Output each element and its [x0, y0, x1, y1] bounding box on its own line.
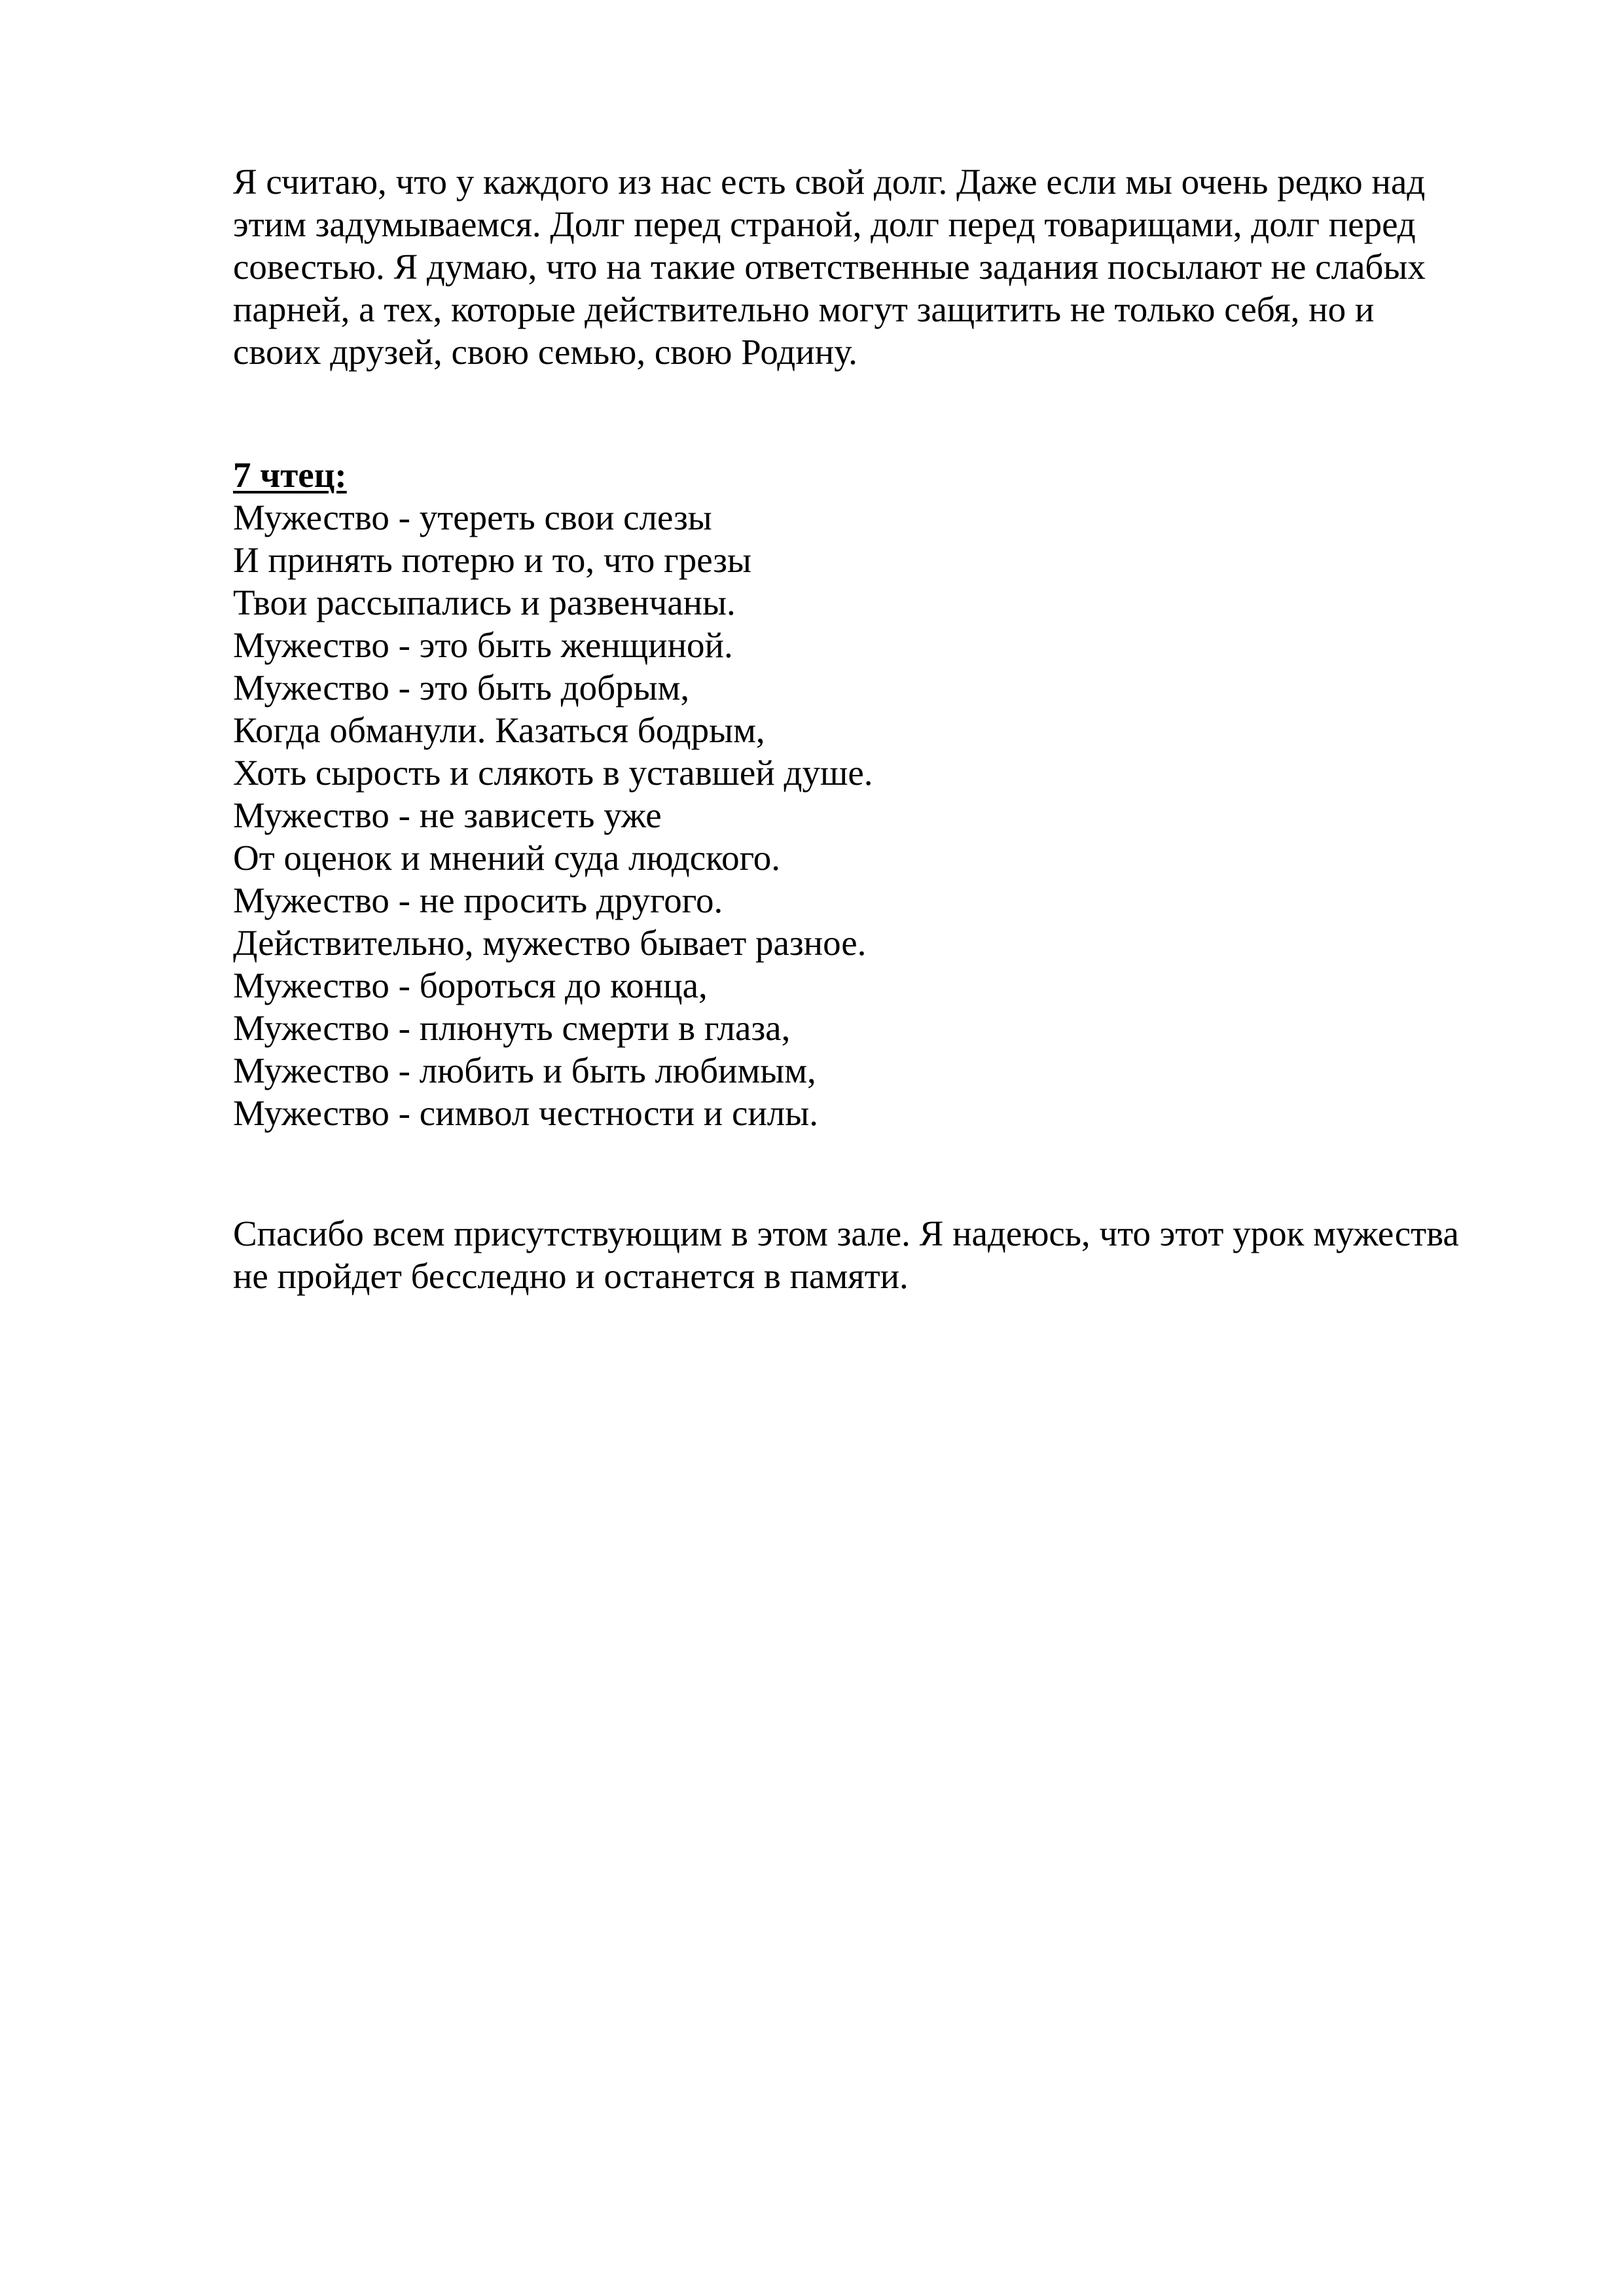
poem-line: Мужество - бороться до конца,: [233, 965, 708, 1005]
closing-line: не пройдет бесследно и останется в памяти.: [233, 1256, 909, 1296]
poem-line: Мужество - не просить другого.: [233, 880, 723, 920]
intro-line: Я считаю, что у каждого из нас есть свой долг. Даже если мы очень редко над: [233, 162, 1426, 202]
poem-line: Мужество - любить и быть любимым,: [233, 1050, 816, 1090]
poem-line: Твои рассыпались и развенчаны.: [233, 583, 736, 622]
intro-line: совестью. Я думаю, что на такие ответственные задания посылают не слабых: [233, 247, 1426, 287]
poem-line: Мужество - это быть женщиной.: [233, 625, 733, 665]
poem-line: И принять потерю и то, что грезы: [233, 540, 751, 580]
poem-line: Мужество - не зависеть уже: [233, 795, 662, 835]
intro-line: своих друзей, свою семью, свою Родину.: [233, 332, 857, 372]
poem-line: Когда обманули. Казаться бодрым,: [233, 710, 765, 750]
poem-line: Действительно, мужество бывает разное.: [233, 923, 867, 963]
poem-line: Хоть сырость и слякоть в уставшей душе.: [233, 753, 873, 793]
poem-line: От оценок и мнений суда людского.: [233, 838, 781, 878]
poem-line: Мужество - утереть свои слезы: [233, 497, 712, 537]
reader-heading: 7 чтец:: [233, 455, 347, 495]
intro-line: парней, а тех, которые действительно могут защитить не только себя, но и: [233, 289, 1375, 329]
poem-line: Мужество - символ честности и силы.: [233, 1093, 818, 1133]
intro-line: этим задумываемся. Долг перед страной, долг перед товарищами, долг перед: [233, 204, 1416, 244]
poem-line: Мужество - это быть добрым,: [233, 668, 690, 708]
poem-line: Мужество - плюнуть смерти в глаза,: [233, 1008, 791, 1048]
closing-line: Спасибо всем присутствующим в этом зале. Я надеюсь, что этот урок мужества: [233, 1213, 1459, 1253]
